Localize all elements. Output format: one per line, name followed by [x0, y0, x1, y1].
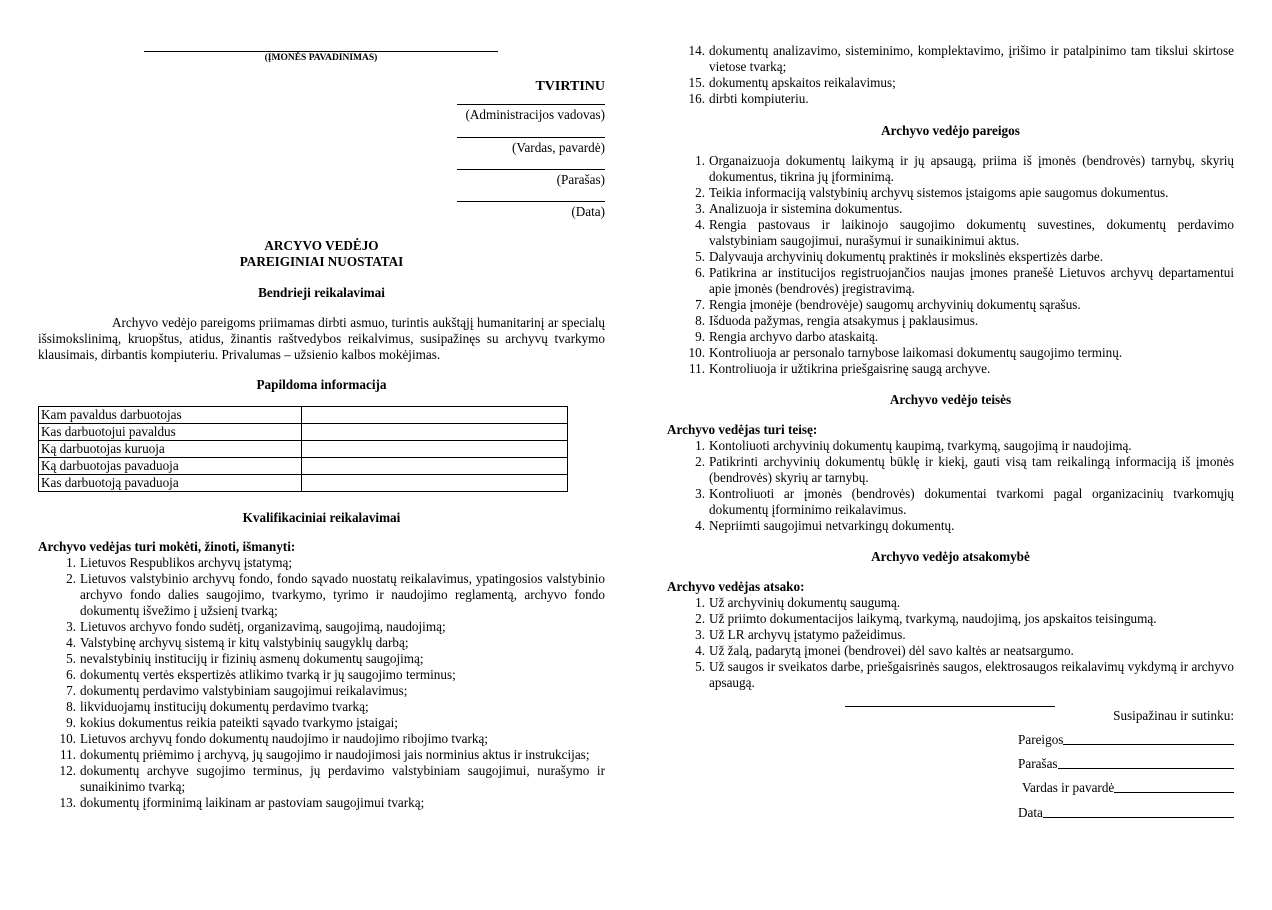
list-item-number: 8.: [66, 699, 76, 714]
responsibility-subheading: Archyvo vedėjas atsako:: [667, 579, 805, 594]
list-item-number: 9.: [66, 715, 76, 730]
list-item-number: 10.: [59, 731, 76, 746]
list-item: [667, 313, 1234, 329]
list-item: [38, 635, 605, 651]
list-item-number: 4.: [66, 635, 76, 650]
list-item-number: 11.: [689, 361, 705, 376]
list-item: [667, 43, 1234, 75]
must-know-heading: Archyvo vedėjas turi mokėti, žinoti, išmanyti:: [38, 539, 296, 554]
list-item: [667, 75, 1234, 91]
list-item-text: Už saugos ir sveikatos darbe, priešgaisrinės saugos, elektrosaugos reikalavimų vykdymą ir archyvo apsaugą.: [709, 659, 1234, 690]
list-item-number: 11.: [60, 747, 76, 762]
list-item-text: Lietuvos archyvo fondo sudėtį, organizavimą, saugojimą, naudojimą;: [80, 619, 446, 634]
list-item-number: 5.: [695, 659, 705, 674]
signature-field-admin: [457, 104, 605, 123]
list-item: [667, 627, 1234, 643]
table-row: [39, 424, 568, 441]
list-item-text: Už archyvinių dokumentų saugumą.: [709, 595, 901, 610]
list-item: [38, 795, 605, 811]
table-cell: Kas darbuotoją pavaduoja: [39, 475, 302, 492]
must-know-list: [38, 555, 605, 811]
list-item: [667, 643, 1234, 659]
list-item: [667, 265, 1234, 297]
list-item-text: Lietuvos Respublikos archyvų įstatymą;: [80, 555, 293, 570]
list-item-text: Rengia pastovaus ir laikinojo saugojimo dokumentų suvestines, dokumentų perdavimo valstybiniam saugojimui, nurašymui ir sunaikinimui aktus.: [709, 217, 1234, 248]
list-item-text: Kontoliuoti archyvinių dokumentų kaupimą, tvarkymą, saugojimą ir naudojimą.: [709, 438, 1132, 453]
fill-field-signature: [1018, 756, 1234, 772]
section-heading-responsibility: Archyvo vedėjo atsakomybė: [871, 549, 1030, 564]
signature-field-name: [457, 137, 605, 156]
list-item: [667, 91, 1234, 107]
signature-label: (Parašas): [556, 172, 605, 187]
signature-field-date: [457, 201, 605, 220]
list-item-number: 3.: [695, 201, 705, 216]
list-item-text: Kontroliuoja ir užtikrina priešgaisrinę saugą archyve.: [709, 361, 991, 376]
list-item-text: dokumentų perdavimo valstybiniam saugojimui reikalavimus;: [80, 683, 408, 698]
list-item: [667, 361, 1234, 377]
list-item-text: Kontroliuoti ar įmonės (bendrovės) dokumentai tvarkomi pagal organizacinių tvarkomųjų dokumentų įforminimo reikalavimus.: [709, 486, 1234, 517]
list-item-text: likviduojamų institucijų dokumentų perdavimo tvarką;: [80, 699, 369, 714]
must-know-list-continued: [667, 43, 1234, 107]
table-cell-empty: [302, 458, 568, 475]
list-item-number: 2.: [695, 454, 705, 469]
list-item: [38, 619, 605, 635]
list-item-number: 1.: [695, 153, 705, 168]
list-item: [667, 201, 1234, 217]
section-heading-duties: Archyvo vedėjo pareigos: [881, 123, 1020, 138]
signature-label: (Vardas, pavardė): [512, 140, 605, 155]
list-item-number: 16.: [688, 91, 705, 106]
table-row: [39, 475, 568, 492]
list-item-text: dokumentų vertės ekspertizės atlikimo tvarką ir jų saugojimo terminus;: [80, 667, 456, 682]
list-item: [667, 249, 1234, 265]
fill-field-label: Vardas ir pavardė: [1022, 780, 1115, 795]
table-cell-empty: [302, 407, 568, 424]
list-item: [38, 699, 605, 715]
list-item: [667, 297, 1234, 313]
list-item-number: 3.: [66, 619, 76, 634]
list-item: [38, 571, 605, 619]
list-item: [667, 345, 1234, 361]
list-item: [667, 454, 1234, 486]
list-item: [38, 747, 605, 763]
list-item-text: Kontroliuoja ar personalo tarnybose laikomasi dokumentų saugojimo terminų.: [709, 345, 1123, 360]
list-item-text: dirbti kompiuteriu.: [709, 91, 809, 106]
list-item: [38, 731, 605, 747]
list-item-text: Dalyvauja archyvinių dokumentų praktinės ir mokslinės ekspertizės darbe.: [709, 249, 1104, 264]
list-item-number: 10.: [688, 345, 705, 360]
list-item-number: 4.: [695, 518, 705, 533]
list-item-text: Lietuvos valstybinio archyvų fondo, fondo sąvado nuostatų reikalavimus, ypatingosios valstybinio archyvo fondo dalies saugojimo, tvarkymo, tyrimo ir naudojimo reglamentą, archyvo fondo dokumentų išvežimo į užsienį tvarką;: [80, 571, 605, 618]
list-item-text: Patikrina ar institucijos registruojančios naujas įmones pranešė Lietuvos archyvų departamentui apie įmonės (bendrovės) įregistravimą.: [709, 265, 1234, 296]
table-cell-empty: [302, 424, 568, 441]
list-item: [667, 486, 1234, 518]
section-heading-extra-info: Papildoma informacija: [256, 377, 387, 392]
list-item-text: dokumentų archyve sugojimo terminus, jų perdavimo valstybiniam saugojimui, nurašymo ir sunaikinimo tvarką;: [80, 763, 605, 794]
list-item-text: kokius dokumentus reikia pateikti sąvado tvarkymo įstaigai;: [80, 715, 398, 730]
list-item-number: 1.: [66, 555, 76, 570]
agreement-label: Susipažinau ir sutinku:: [1113, 708, 1234, 723]
list-item-text: dokumentų analizavimo, sisteminimo, komplektavimo, įrišimo ir patalpinimo tam tikslui skirtose vietose tvarką;: [709, 43, 1234, 74]
fill-field-label: Pareigos: [1018, 732, 1064, 747]
fill-line: [1043, 805, 1234, 818]
table-row: [39, 441, 568, 458]
table-cell: Kas darbuotojui pavaldus: [39, 424, 302, 441]
list-item-text: Lietuvos archyvų fondo dokumentų naudojimo ir naudojimo ribojimo tvarką;: [80, 731, 489, 746]
rights-subheading: Archyvo vedėjas turi teisę:: [667, 422, 818, 437]
list-item-number: 4.: [695, 217, 705, 232]
additional-info-table: [38, 406, 568, 492]
list-item-text: Valstybinę archyvų sistemą ir kitų valstybinių saugyklų darbą;: [80, 635, 409, 650]
list-item: [667, 217, 1234, 249]
fill-field-label: Parašas: [1018, 756, 1058, 771]
list-item-number: 4.: [695, 643, 705, 658]
list-item-text: Išduoda pažymas, rengia atsakymus į paklausimus.: [709, 313, 979, 328]
document-title-line2: PAREIGINIAI NUOSTATAI: [239, 254, 404, 269]
list-item-text: Analizuoja ir sistemina dokumentus.: [709, 201, 903, 216]
table-row: [39, 407, 568, 424]
company-name-line: [144, 51, 498, 52]
table-cell: Ką darbuotojas pavaduoja: [39, 458, 302, 475]
fill-line: [1063, 732, 1234, 745]
list-item-number: 2.: [695, 611, 705, 626]
list-item-number: 3.: [695, 486, 705, 501]
list-item-number: 6.: [695, 265, 705, 280]
list-item-number: 12.: [59, 763, 76, 778]
list-item-number: 7.: [695, 297, 705, 312]
list-item: [667, 185, 1234, 201]
list-item-number: 5.: [66, 651, 76, 666]
list-item-number: 15.: [688, 75, 705, 90]
fill-line: [1058, 756, 1234, 769]
signature-label: (Data): [571, 204, 605, 219]
list-item-text: Rengia įmonėje (bendrovėje) saugomų archyvinių dokumentų sąrašus.: [709, 297, 1081, 312]
section-heading-qualification: Kvalifikaciniai reikalavimai: [242, 510, 401, 525]
fill-field-label: Data: [1018, 805, 1043, 820]
list-item-number: 14.: [688, 43, 705, 58]
list-item-text: Nepriimti saugojimui netvarkingų dokumentų.: [709, 518, 955, 533]
signature-field-sign: [457, 169, 605, 188]
list-item-number: 5.: [695, 249, 705, 264]
list-item-text: Organaizuoja dokumentų laikymą ir jų apsaugą, priima iš įmonės (bendrovės) tarnybų, skyrių dokumentus, tikrina jų įforminimą.: [709, 153, 1234, 184]
list-item-number: 6.: [66, 667, 76, 682]
list-item-text: Už priimto dokumentacijos laikymą, tvarkymą, naudojimą, jos apskaitos teisingumą.: [709, 611, 1157, 626]
duties-list: [667, 153, 1234, 377]
list-item-number: 1.: [695, 438, 705, 453]
list-item: [667, 595, 1234, 611]
fill-field-position: [1018, 732, 1234, 748]
table-cell: Ką darbuotojas kuruoja: [39, 441, 302, 458]
document-title-line1: ARCYVO VEDĖJO: [264, 238, 379, 253]
rights-list: [667, 438, 1234, 534]
list-item: [667, 438, 1234, 454]
list-item-text: dokumentų įforminimą laikinam ar pastoviam saugojimui tvarką;: [80, 795, 425, 810]
company-name-label: (ĮMONĖS PAVADINIMAS): [264, 53, 378, 63]
fill-field-name: [1022, 780, 1234, 796]
fill-line: [1114, 780, 1234, 793]
signature-label: (Administracijos vadovas): [465, 107, 605, 122]
list-item: [38, 651, 605, 667]
list-item-number: 3.: [695, 627, 705, 642]
list-item: [38, 715, 605, 731]
list-item-text: dokumentų priėmimo į archyvą, jų saugojimo ir naudojimosi jais norminius aktus ir instrukcijas;: [80, 747, 590, 762]
section-heading-rights: Archyvo vedėjo teisės: [889, 392, 1012, 407]
list-item-text: Patikrinti archyvinių dokumentų būklę ir kiekį, gauti visą tam reikalingą informaciją iš įmonės (bendrovės) skyrių ar tarnybų.: [709, 454, 1234, 485]
list-item-number: 2.: [695, 185, 705, 200]
list-item-text: Teikia informaciją valstybinių archyvų sistemos įstaigoms apie saugomus dokumentus.: [709, 185, 1169, 200]
table-cell: Kam pavaldus darbuotojas: [39, 407, 302, 424]
list-item-text: Už žalą, padarytą įmonei (bendrovei) dėl savo kaltės ar neatsargumo.: [709, 643, 1074, 658]
list-item-number: 13.: [59, 795, 76, 810]
list-item-number: 1.: [695, 595, 705, 610]
list-item-text: dokumentų apskaitos reikalavimus;: [709, 75, 896, 90]
table-cell-empty: [302, 441, 568, 458]
list-item-text: nevalstybinių institucijų ir fizinių asmenų dokumentų saugojimą;: [80, 651, 424, 666]
list-item-number: 8.: [695, 313, 705, 328]
list-item-text: Už LR archyvų įstatymo pažeidimus.: [709, 627, 906, 642]
list-item: [667, 611, 1234, 627]
list-item-number: 7.: [66, 683, 76, 698]
list-item: [667, 153, 1234, 185]
list-item: [38, 683, 605, 699]
list-item: [667, 659, 1234, 691]
table-cell-empty: [302, 475, 568, 492]
list-item-text: Rengia archyvo darbo ataskaitą.: [709, 329, 879, 344]
list-item: [38, 667, 605, 683]
table-row: [39, 458, 568, 475]
responsibility-list: [667, 595, 1234, 691]
list-item: [38, 763, 605, 795]
list-item: [38, 555, 605, 571]
section-heading-general: Bendrieji reikalavimai: [258, 285, 385, 300]
general-requirements-text: Archyvo vedėjo pareigoms priimamas dirbti asmuo, turintis aukštąjį humanitarinį ar specialų išsimokslinimą, kruopštus, atidus, žinantis raštvedybos reikalvimus, susipažinęs su archyvų tvarkymo klausimais, dirbantis kompiuteriu. Privalumas – užsienio kalbos mokėjimas.: [38, 315, 605, 362]
approve-label: TVIRTINU: [535, 79, 605, 94]
list-item: [667, 518, 1234, 534]
list-item-number: 9.: [695, 329, 705, 344]
list-item-number: 2.: [66, 571, 76, 586]
fill-field-date: [1018, 805, 1234, 821]
list-item: [667, 329, 1234, 345]
footer-divider-line: [845, 706, 1055, 707]
